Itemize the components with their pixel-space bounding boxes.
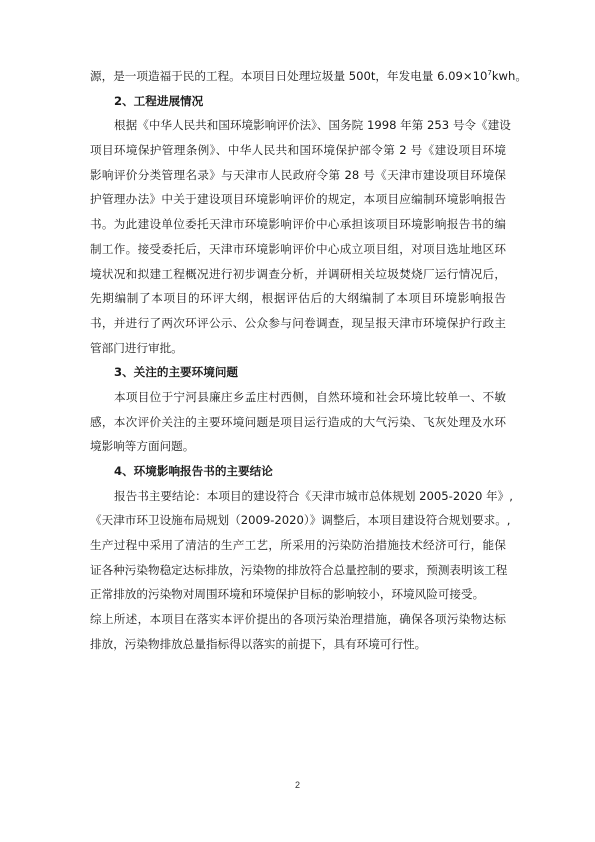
superscript: 7 [487, 69, 492, 77]
page-number: 2 [294, 780, 300, 790]
paragraph-line: 根据《中华人民共和国环境影响评价法》、国务院 1998 年第 253 号令《建设 [114, 118, 511, 133]
paragraph-line: 书。为此建设单位委托天津市环境影响评价中心承担该项目环境影响报告书的编 [90, 217, 506, 232]
paragraph-line: 制工作。接受委托后，天津市环境影响评价中心成立项目组，对项目选址地区环 [90, 241, 506, 256]
text-run: 源，是一项造福于民的工程。本项目日处理垃圾量 500t，年发电量 6.09×10 [90, 69, 488, 83]
paragraph-line [90, 64, 527, 89]
paragraph-line: 排放，污染物排放总量指标得以落实的前提下，具有环境可行性。 [90, 636, 427, 651]
text-run: kwh。 [491, 69, 527, 83]
paragraph-line: 境状况和拟建工程概况进行初步调查分析，并调研相关垃圾焚烧厂运行情况后， [90, 266, 506, 281]
paragraph-line: 证各种污染物稳定达标排放，污染物的排放符合总量控制的要求，预测表明该工程 [90, 562, 508, 577]
paragraph-line: 感，本次评价关注的主要环境问题是项目运行造成的大气污染、飞灰处理及水环 [90, 414, 506, 429]
paragraph-line: 先期编制了本项目的环评大纲，根据评估后的大纲编制了本项目环境影响报告 [90, 291, 506, 306]
section-heading: 4、环境影响报告书的主要结论 [114, 464, 273, 478]
paragraph-line: 生产过程中采用了清洁的生产工艺，所采用的污染防治措施技术经济可行，能保 [90, 538, 506, 553]
paragraph-line: 项目环境保护管理条例》、中华人民共和国环境保护部令第 2 号《建设项目环境 [90, 143, 506, 158]
paragraph-line: 本项目位于宁河县廉庄乡孟庄村西侧，自然环境和社会环境比较单一、不敏 [114, 389, 506, 404]
paragraph-line: 正常排放的污染物对周围环境和环境保护目标的影响较小，环境风险可接受。 [90, 587, 485, 602]
paragraph-line: 书，并进行了两次环评公示、公众参与问卷调查，现呈报天津市环境保护行政主 [90, 315, 506, 330]
paragraph-line: 影响评价分类管理名录》与天津市人民政府令第 28 号《天津市建设项目环境保 [90, 167, 506, 182]
document-body [90, 64, 527, 657]
paragraph-line: 报告书主要结论：本项目的建设符合《天津市城市总体规划 2005-2020 年》, [114, 488, 513, 503]
paragraph-line: 《天津市环卫设施布局规划（2009-2020）》调整后，本项目建设符合规划要求。, [90, 513, 511, 528]
section-heading: 3、关注的主要环境问题 [114, 365, 239, 380]
paragraph-line: 管部门进行审批。 [90, 340, 183, 355]
paragraph-line: 综上所述，本项目在落实本评价提出的各项污染治理措施，确保各项污染物达标 [90, 612, 506, 627]
section-heading: 2、工程进展情况 [114, 93, 204, 108]
paragraph-line: 护管理办法》中关于建设项目环境影响评价的规定，本项目应编制环境影响报告 [90, 192, 506, 207]
paragraph-line: 境影响等方面问题。 [90, 439, 195, 454]
